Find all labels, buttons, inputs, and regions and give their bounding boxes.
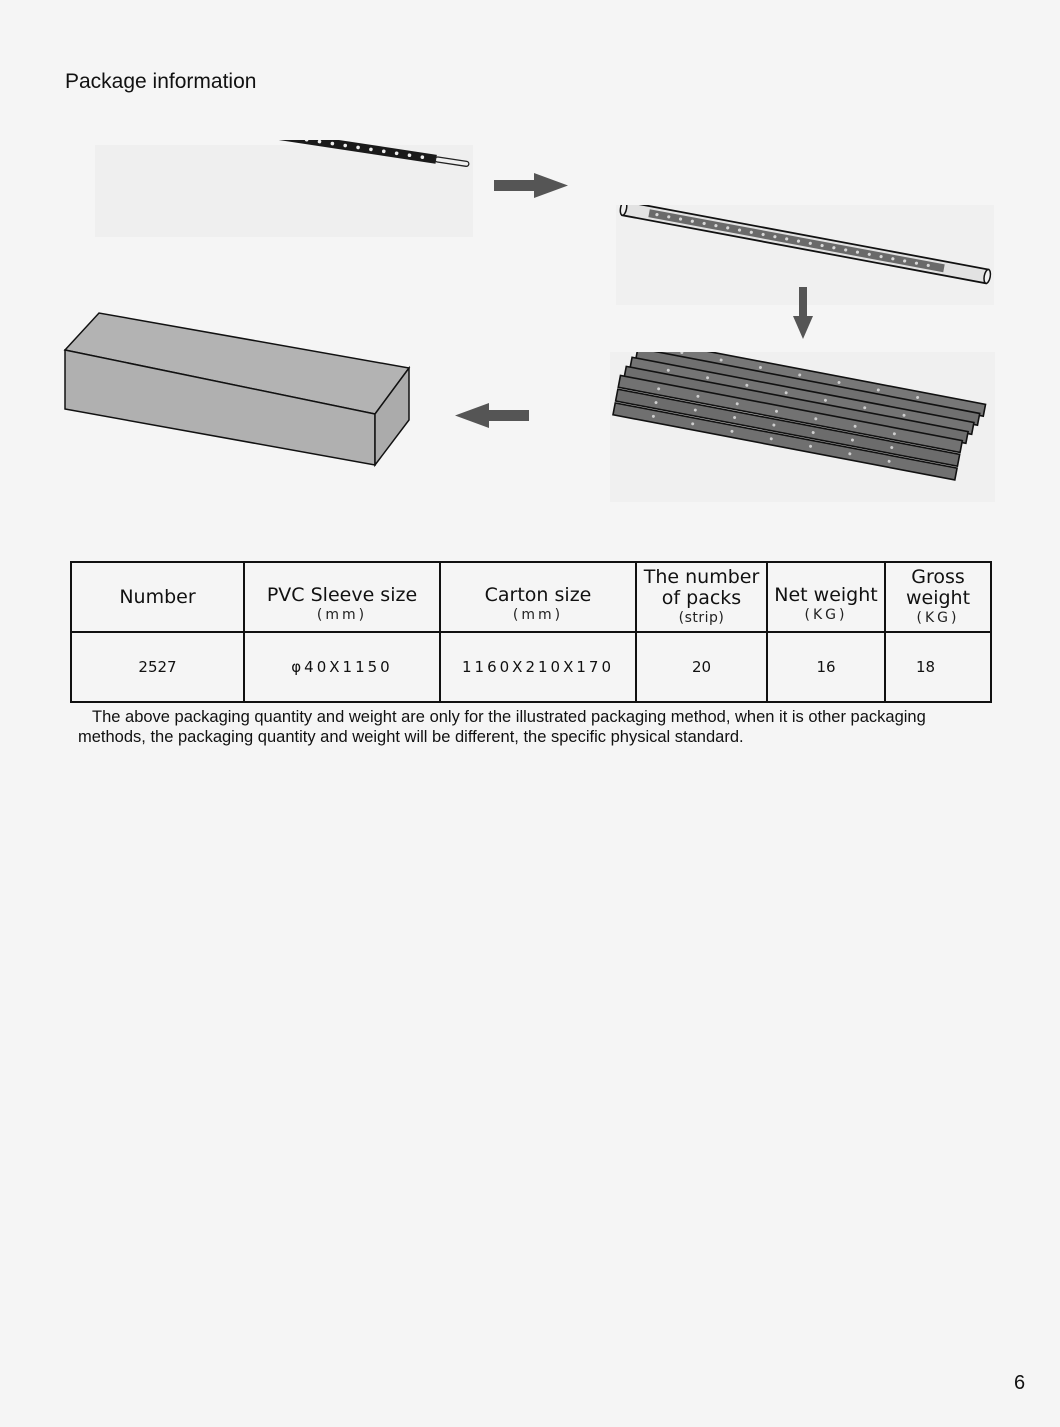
header-carton-size: Carton size (mm) [440,562,636,632]
package-info-table [70,561,992,703]
carton-box-image [62,310,414,470]
header-pvc-sleeve-size: PVC Sleeve size (mm) [244,562,440,632]
cell-number: 2527 [71,632,244,702]
bundled-strips-image [610,352,995,502]
arrow-down-icon [792,287,814,341]
cell-gross-weight: 18 [885,632,991,702]
table-row [71,632,991,702]
page-number: 6 [1014,1372,1026,1394]
arrow-left-icon [455,402,531,430]
packaging-note: The above packaging quantity and weight are only for the illustrated packaging method, when it is other packaging methods, the packaging quantity and weight will be different, the specific physical standard. [78,708,926,746]
led-strip-bare-image [95,140,475,240]
header-gross-weight: Gross weight (KG) [885,562,991,632]
table-header-row [71,562,991,632]
header-number: Number [71,562,244,632]
header-net-weight: Net weight (KG) [767,562,885,632]
cell-packs: 20 [636,632,767,702]
cell-pvc-sleeve-size: φ40X1150 [244,632,440,702]
page-title: Package information [65,70,257,93]
header-number-of-packs: The number of packs (strip) [636,562,767,632]
cell-carton-size: 1160X210X170 [440,632,636,702]
cell-net-weight: 16 [767,632,885,702]
arrow-right-icon [494,172,570,200]
